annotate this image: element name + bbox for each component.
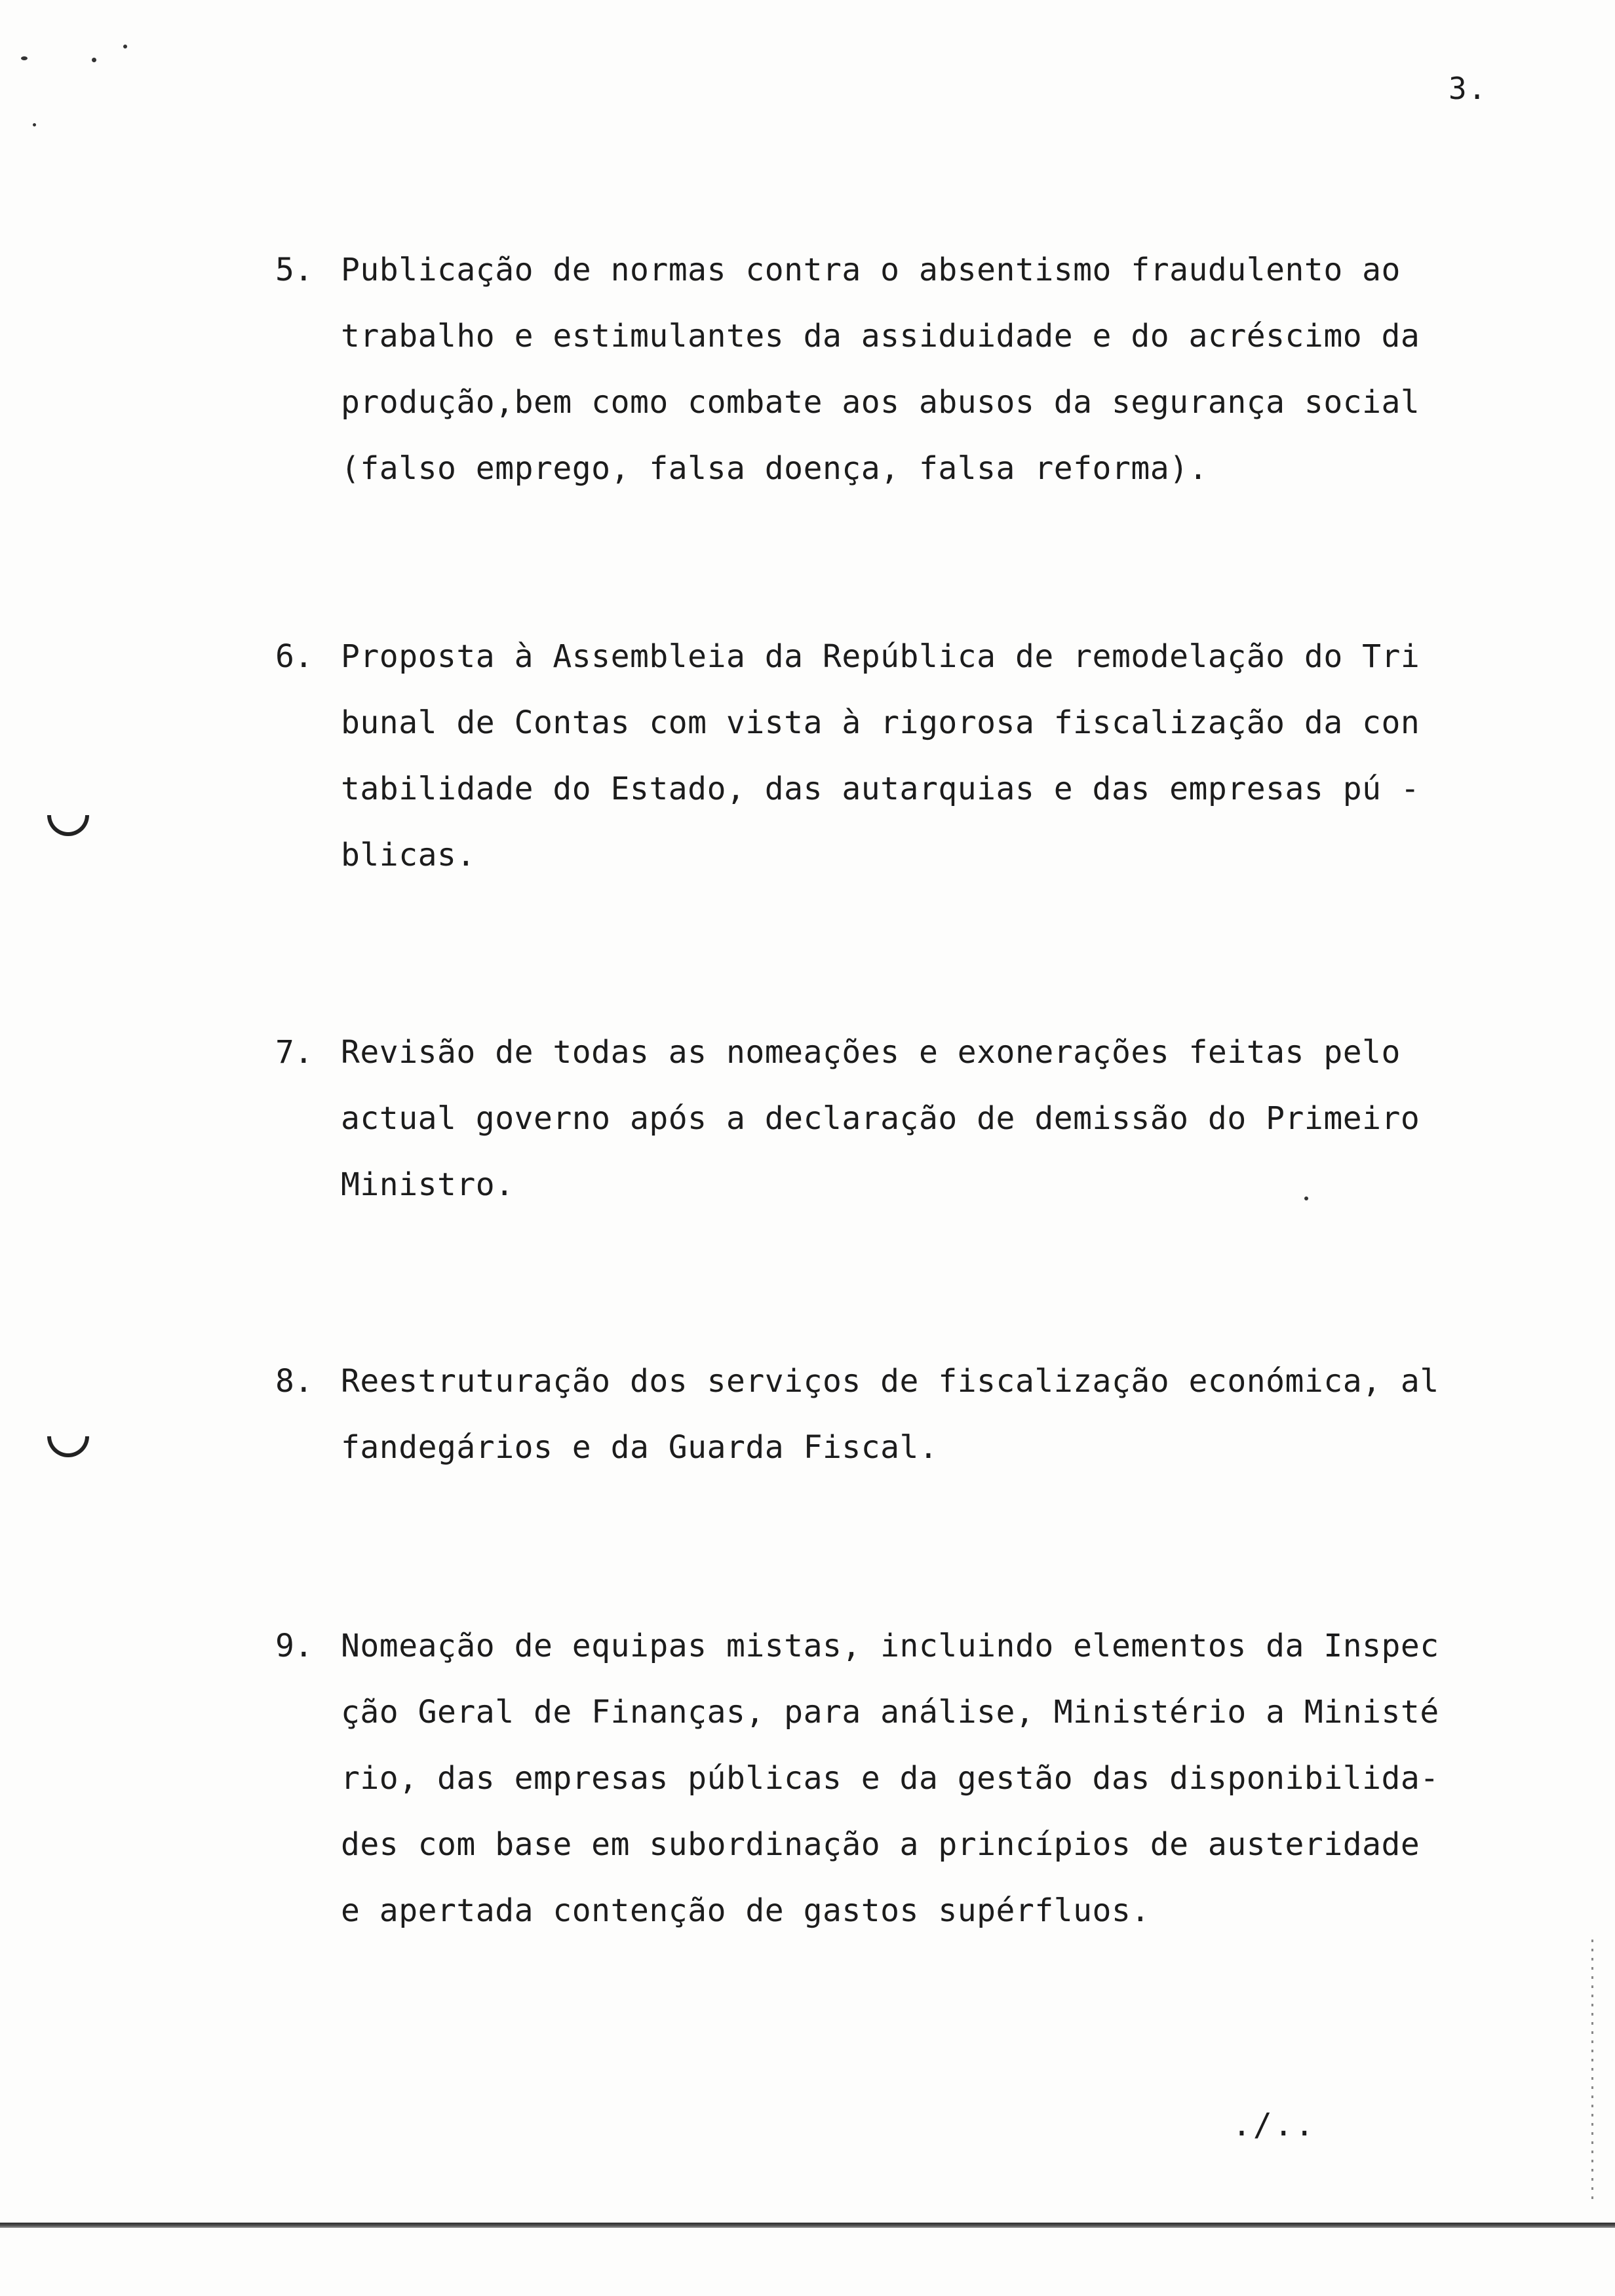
scan-edge-dots <box>1591 1940 1593 2202</box>
text-line: (falso emprego, falsa doença, falsa reforma). <box>341 450 1208 487</box>
text-line: produção,bem como combate aos abusos da segurança social <box>341 384 1420 421</box>
item-text <box>341 624 1521 889</box>
text-line: trabalho e estimulantes da assiduidade e do acréscimo da <box>341 318 1420 354</box>
item-text <box>341 1020 1521 1218</box>
text-line: des com base em subordinação a princípios de austeridade <box>341 1826 1420 1863</box>
item-number: 7. <box>275 1034 313 1071</box>
item-number: 6. <box>275 638 313 675</box>
item-number: 8. <box>275 1363 313 1400</box>
page-number: 3. <box>1449 71 1488 106</box>
text-line: e apertada contenção de gastos supérfluos. <box>341 1892 1150 1929</box>
scan-speck <box>33 123 36 126</box>
text-line: actual governo após a declaração de demissão do Primeiro <box>341 1100 1420 1137</box>
item-text <box>341 1349 1521 1481</box>
item-text <box>341 1613 1521 1944</box>
margin-check-mark <box>47 815 89 836</box>
continuation-mark: ./.. <box>1232 2107 1316 2143</box>
page-bottom-edge <box>0 2223 1615 2228</box>
text-line: Proposta à Assembleia da República de remodelação do Tri <box>341 638 1420 675</box>
scan-speck <box>123 45 127 48</box>
scan-speck <box>21 56 28 60</box>
text-line: bunal de Contas com vista à rigorosa fiscalização da con <box>341 704 1420 741</box>
text-line: Nomeação de equipas mistas, incluindo elementos da Inspec <box>341 1628 1439 1664</box>
item-number: 9. <box>275 1628 313 1664</box>
item-number: 5. <box>275 252 313 288</box>
scan-speck <box>92 58 96 62</box>
text-line: Revisão de todas as nomeações e exonerações feitas pelo <box>341 1034 1401 1071</box>
scan-speck <box>1304 1196 1308 1200</box>
text-line: blicas. <box>341 837 476 873</box>
text-line: fandegários e da Guarda Fiscal. <box>341 1429 939 1466</box>
margin-check-mark <box>47 1436 89 1457</box>
text-line: rio, das empresas públicas e da gestão das disponibilida- <box>341 1760 1439 1797</box>
text-line: Publicação de normas contra o absentismo fraudulento ao <box>341 252 1401 288</box>
text-line: Reestruturação dos serviços de fiscalização económica, al <box>341 1363 1439 1400</box>
text-line: tabilidade do Estado, das autarquias e das empresas pú - <box>341 771 1420 807</box>
item-text <box>341 237 1521 502</box>
text-line: ção Geral de Finanças, para análise, Ministério a Ministé <box>341 1694 1439 1731</box>
text-line: Ministro. <box>341 1166 515 1203</box>
